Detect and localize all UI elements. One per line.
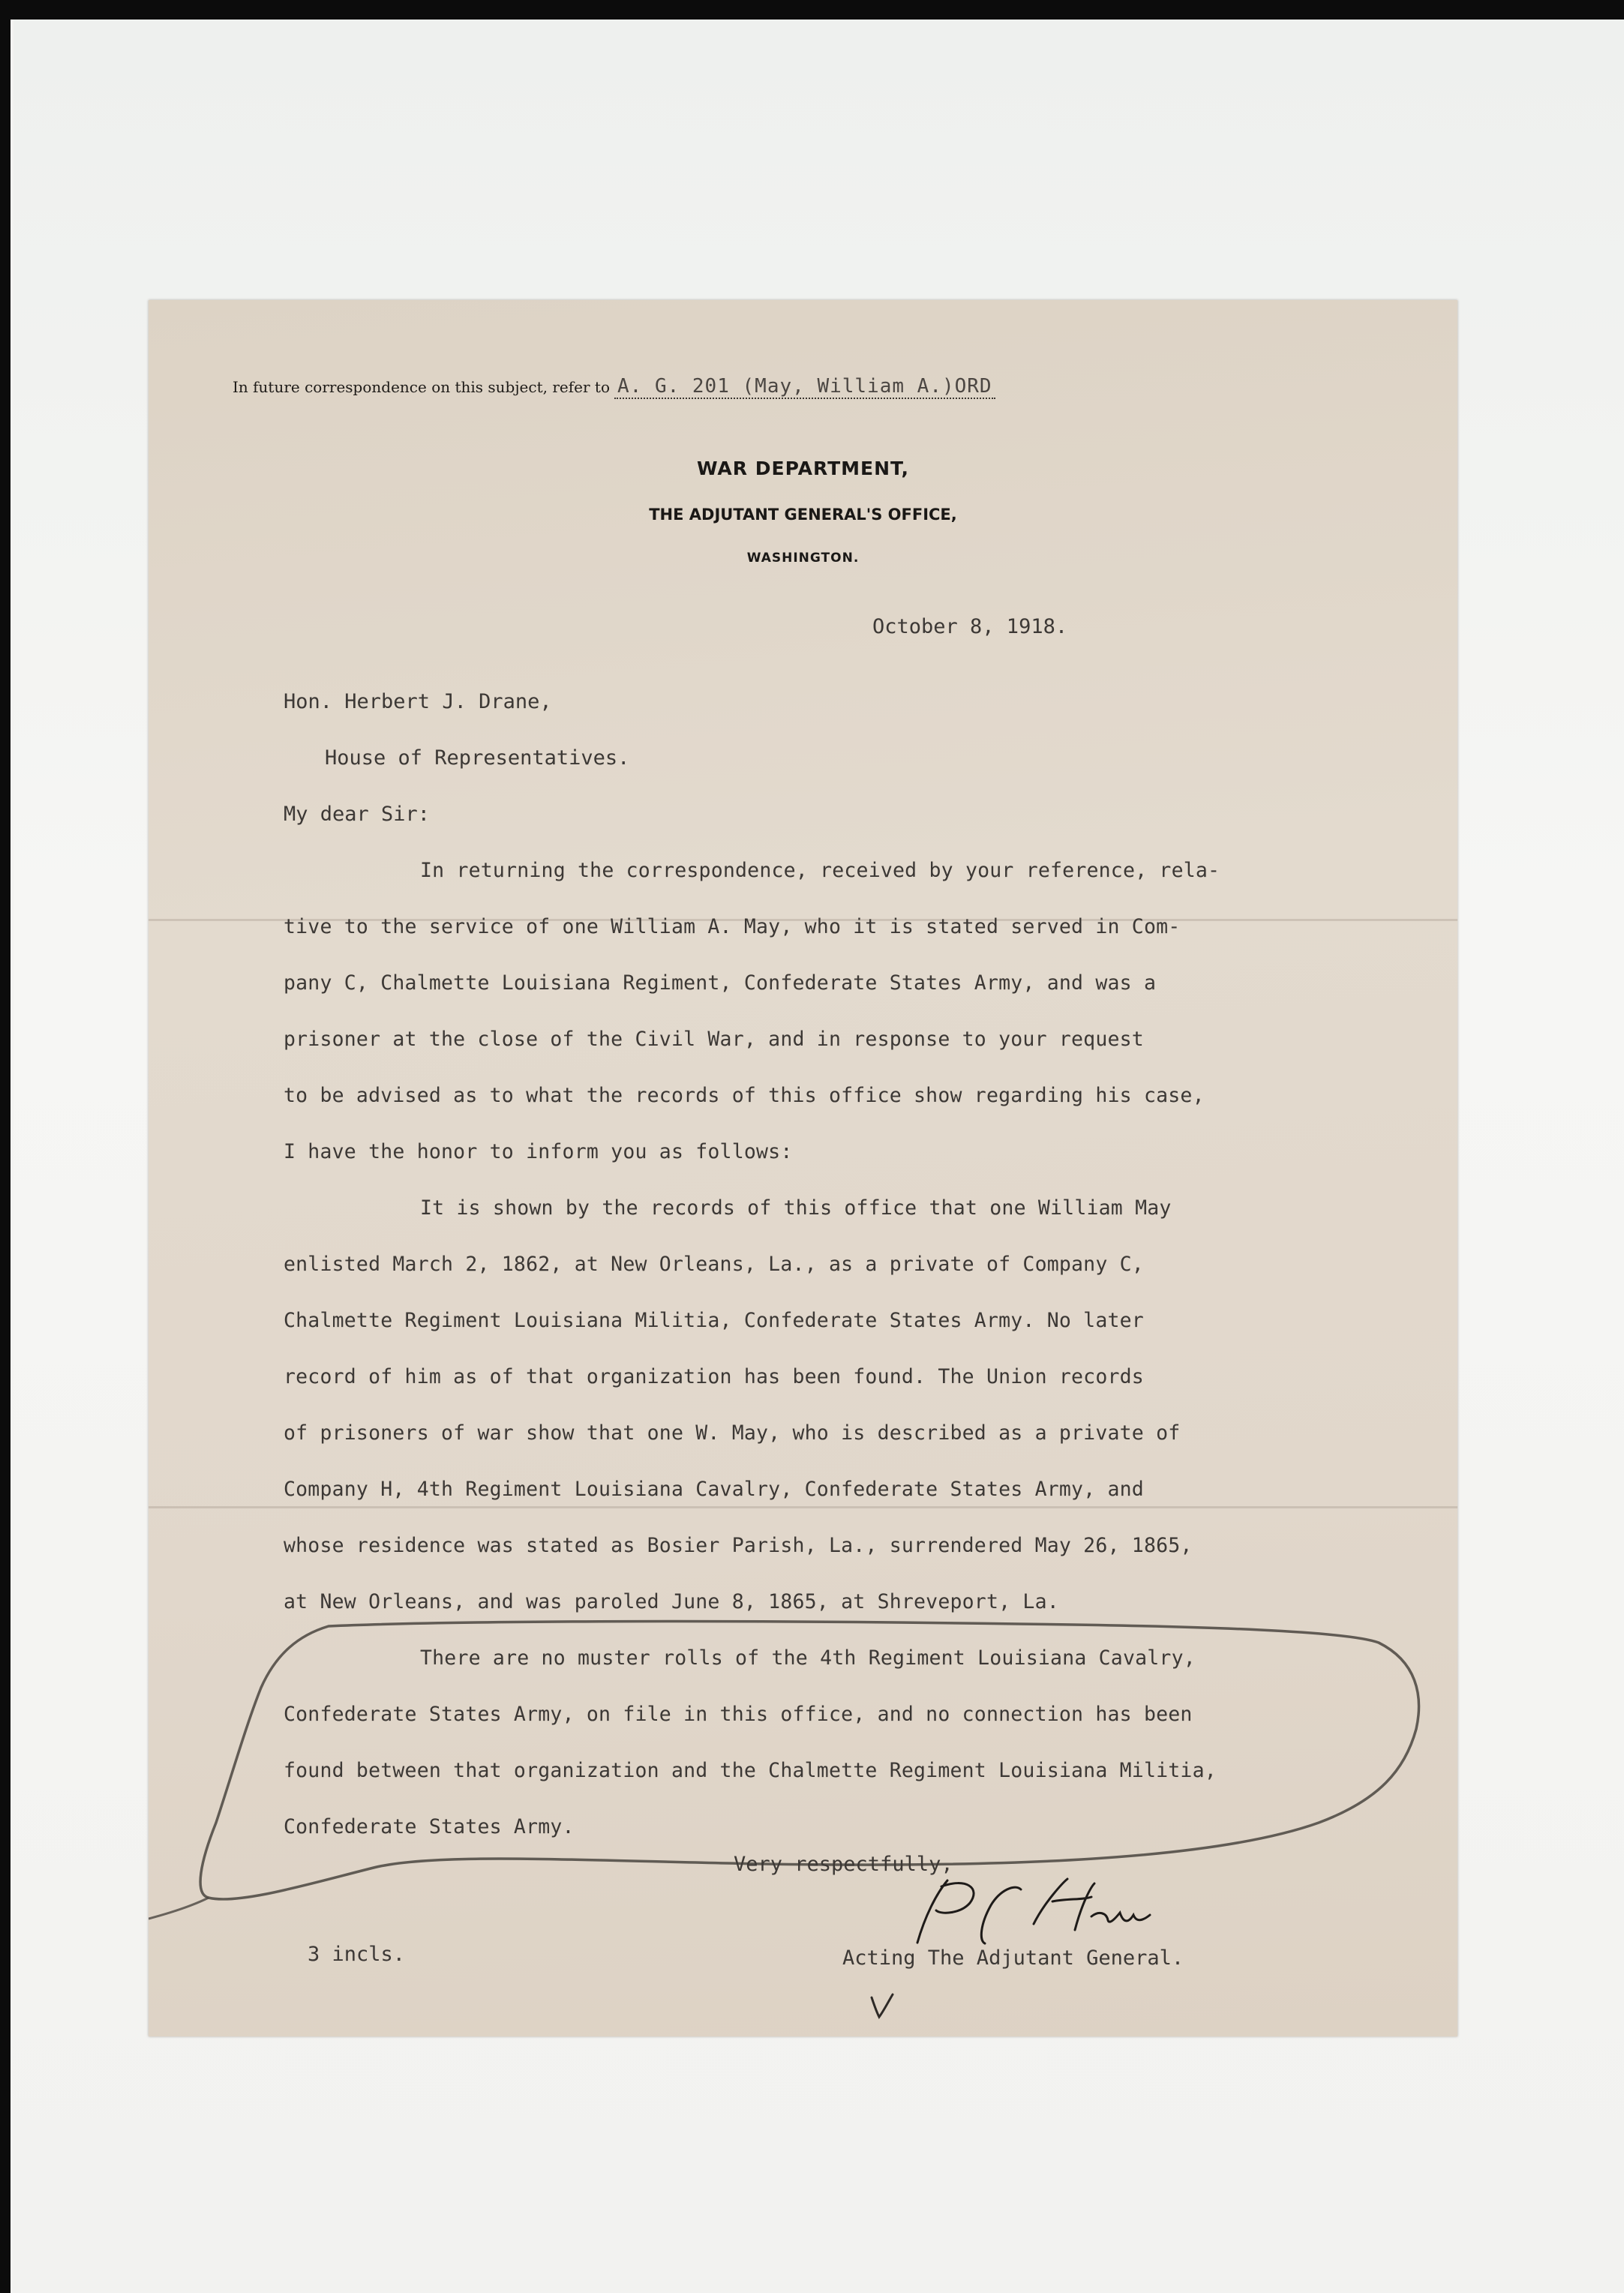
paragraph-line: Confederate States Army. — [284, 1815, 575, 1838]
check-mark — [867, 1991, 897, 2021]
closing: Very respectfully, — [734, 1853, 953, 1876]
paragraph-line: Confederate States Army, on file in this office, and no connection has been — [284, 1703, 1193, 1726]
paragraph-line: Chalmette Regiment Louisiana Militia, Confederate States Army. No later — [284, 1309, 1144, 1332]
signer-title: Acting The Adjutant General. — [842, 1946, 1184, 1970]
paragraph-line: whose residence was stated as Bosier Parish, La., surrendered May 26, 1865, — [284, 1534, 1193, 1557]
paragraph-line: I have the honor to inform you as follows: — [284, 1140, 793, 1163]
pencil-circle-annotation — [149, 300, 1457, 2036]
paragraph-line: at New Orleans, and was paroled June 8, 1865, at Shreveport, La. — [284, 1590, 1059, 1613]
recipient-name: Hon. Herbert J. Drane, — [284, 690, 552, 713]
handwritten-signature — [895, 1871, 1165, 1954]
scan-top-border — [0, 0, 1624, 20]
letterhead-department: WAR DEPARTMENT, — [696, 458, 909, 479]
paragraph-line: to be advised as to what the records of this office show regarding his case, — [284, 1084, 1205, 1107]
reference-prefix: In future correspondence on this subject, refer to — [233, 378, 610, 396]
paragraph-line: pany C, Chalmette Louisiana Regiment, Confederate States Army, and was a — [284, 971, 1157, 995]
salutation: My dear Sir: — [284, 803, 431, 826]
letterhead-office: THE ADJUTANT GENERAL'S OFFICE, — [649, 506, 957, 524]
letter-page — [149, 300, 1457, 2036]
paragraph-line: There are no muster rolls of the 4th Regiment Louisiana Cavalry, — [420, 1646, 1196, 1670]
letterhead-city: WASHINGTON. — [746, 551, 860, 566]
scan-left-border — [0, 0, 11, 2293]
paragraph-line: found between that organization and the Chalmette Regiment Louisiana Militia, — [284, 1759, 1217, 1782]
paragraph-line: In returning the correspondence, received by your reference, rela- — [420, 859, 1220, 882]
paragraph-line: record of him as of that organization has been found. The Union records — [284, 1365, 1144, 1388]
paragraph-line: of prisoners of war show that one W. May, who is described as a private of — [284, 1421, 1181, 1445]
paragraph-line: Company H, 4th Regiment Louisiana Cavalry, Confederate States Army, and — [284, 1478, 1144, 1501]
recipient-body: House of Representatives. — [325, 746, 630, 770]
paragraph-line: prisoner at the close of the Civil War, and in response to your request — [284, 1028, 1144, 1051]
paragraph-line: enlisted March 2, 1862, at New Orleans, La., as a private of Company C, — [284, 1253, 1144, 1276]
paragraph-line: It is shown by the records of this office that one William May — [420, 1196, 1172, 1220]
reference-code: A. G. 201 (May, William A.)ORD — [617, 375, 992, 398]
letter-date: October 8, 1918. — [872, 615, 1068, 638]
enclosures: 3 incls. — [308, 1943, 406, 1966]
paragraph-line: tive to the service of one William A. May, who it is stated served in Com- — [284, 915, 1181, 938]
